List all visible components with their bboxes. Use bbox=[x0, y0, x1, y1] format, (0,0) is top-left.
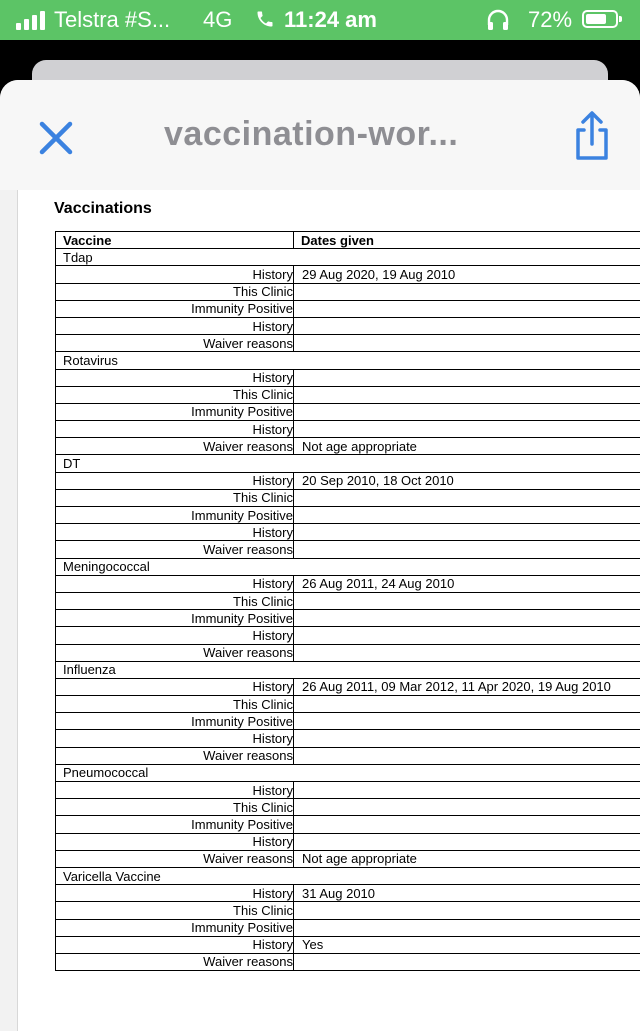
battery-fill bbox=[586, 14, 606, 24]
row-label: Waiver reasons bbox=[56, 644, 294, 661]
table-row bbox=[56, 953, 640, 970]
row-value bbox=[294, 592, 640, 609]
document-viewer-sheet bbox=[0, 80, 640, 1031]
table-row bbox=[56, 335, 640, 352]
row-value: Yes bbox=[294, 936, 640, 953]
table-row bbox=[56, 369, 640, 386]
row-value bbox=[294, 403, 640, 420]
battery-icon bbox=[582, 10, 618, 28]
table-row bbox=[56, 678, 640, 695]
row-value bbox=[294, 696, 640, 713]
table-row bbox=[56, 489, 640, 506]
row-value bbox=[294, 747, 640, 764]
table-row bbox=[56, 541, 640, 558]
row-value bbox=[294, 610, 640, 627]
viewer-nav-bar bbox=[0, 80, 640, 190]
clock-time: 11:24 am bbox=[284, 7, 377, 32]
table-row bbox=[56, 610, 640, 627]
row-value bbox=[294, 816, 640, 833]
row-label: History bbox=[56, 266, 294, 283]
table-row bbox=[56, 747, 640, 764]
phone-icon bbox=[255, 9, 275, 29]
row-label: History bbox=[56, 885, 294, 902]
row-value bbox=[294, 369, 640, 386]
vaccine-group-row bbox=[56, 455, 640, 472]
table-row bbox=[56, 283, 640, 300]
row-label: This Clinic bbox=[56, 489, 294, 506]
battery-percent: 72% bbox=[528, 7, 573, 32]
row-value bbox=[294, 317, 640, 334]
row-label: Immunity Positive bbox=[56, 610, 294, 627]
row-label: History bbox=[56, 730, 294, 747]
row-label: Waiver reasons bbox=[56, 747, 294, 764]
row-value bbox=[294, 730, 640, 747]
row-label: Immunity Positive bbox=[56, 713, 294, 730]
vaccine-group-row bbox=[56, 867, 640, 884]
table-row bbox=[56, 799, 640, 816]
table-row bbox=[56, 300, 640, 317]
table-row bbox=[56, 438, 640, 455]
row-label: This Clinic bbox=[56, 386, 294, 403]
row-value bbox=[294, 644, 640, 661]
page-edge bbox=[0, 190, 18, 1031]
table-row bbox=[56, 696, 640, 713]
table-row bbox=[56, 524, 640, 541]
vaccination-table-body bbox=[56, 249, 640, 971]
row-label: Waiver reasons bbox=[56, 541, 294, 558]
row-label: Immunity Positive bbox=[56, 816, 294, 833]
row-label: Waiver reasons bbox=[56, 438, 294, 455]
row-label: History bbox=[56, 782, 294, 799]
row-label: History bbox=[56, 627, 294, 644]
row-label: This Clinic bbox=[56, 592, 294, 609]
row-label: History bbox=[56, 575, 294, 592]
row-value bbox=[294, 335, 640, 352]
row-value bbox=[294, 782, 640, 799]
vaccine-name: Meningococcal bbox=[56, 558, 640, 575]
table-header-row bbox=[56, 232, 640, 249]
table-row bbox=[56, 730, 640, 747]
row-label: History bbox=[56, 678, 294, 695]
row-value: 26 Aug 2011, 09 Mar 2012, 11 Apr 2020, 19 Aug 2010 bbox=[294, 678, 640, 695]
table-row bbox=[56, 592, 640, 609]
row-label: Waiver reasons bbox=[56, 850, 294, 867]
table-row bbox=[56, 902, 640, 919]
row-label: This Clinic bbox=[56, 696, 294, 713]
column-header-dates-given: Dates given bbox=[294, 232, 640, 249]
vaccine-name: Pneumococcal bbox=[56, 764, 640, 781]
document-content[interactable] bbox=[0, 190, 640, 1031]
vaccine-name: Influenza bbox=[56, 661, 640, 678]
network-type: 4G bbox=[203, 7, 233, 32]
row-label: History bbox=[56, 472, 294, 489]
row-label: Immunity Positive bbox=[56, 403, 294, 420]
table-row bbox=[56, 317, 640, 334]
row-value bbox=[294, 300, 640, 317]
table-row bbox=[56, 833, 640, 850]
row-value: 20 Sep 2010, 18 Oct 2010 bbox=[294, 472, 640, 489]
table-row bbox=[56, 644, 640, 661]
status-bar bbox=[0, 0, 640, 40]
row-value bbox=[294, 713, 640, 730]
row-label: History bbox=[56, 421, 294, 438]
table-row bbox=[56, 472, 640, 489]
signal-icon bbox=[16, 10, 46, 30]
row-value bbox=[294, 919, 640, 936]
document-title: vaccination-wor... bbox=[164, 115, 459, 153]
row-value bbox=[294, 953, 640, 970]
row-value bbox=[294, 489, 640, 506]
row-value: 29 Aug 2020, 19 Aug 2010 bbox=[294, 266, 640, 283]
vaccine-group-row bbox=[56, 764, 640, 781]
vaccination-table bbox=[55, 231, 640, 971]
row-label: Immunity Positive bbox=[56, 300, 294, 317]
row-label: History bbox=[56, 833, 294, 850]
row-value bbox=[294, 507, 640, 524]
vaccine-name: DT bbox=[56, 455, 640, 472]
row-label: History bbox=[56, 936, 294, 953]
table-row bbox=[56, 782, 640, 799]
table-row bbox=[56, 421, 640, 438]
vaccine-group-row bbox=[56, 661, 640, 678]
row-value bbox=[294, 833, 640, 850]
row-value bbox=[294, 541, 640, 558]
vaccine-group-row bbox=[56, 558, 640, 575]
row-label: History bbox=[56, 369, 294, 386]
vaccine-name: Tdap bbox=[56, 249, 640, 266]
carrier-name: Telstra #S... bbox=[54, 7, 171, 32]
row-label: Immunity Positive bbox=[56, 919, 294, 936]
row-label: Waiver reasons bbox=[56, 953, 294, 970]
table-row bbox=[56, 936, 640, 953]
row-value bbox=[294, 283, 640, 300]
row-label: This Clinic bbox=[56, 799, 294, 816]
row-value bbox=[294, 799, 640, 816]
row-label: History bbox=[56, 317, 294, 334]
vaccine-group-row bbox=[56, 249, 640, 266]
row-label: Waiver reasons bbox=[56, 335, 294, 352]
table-row bbox=[56, 575, 640, 592]
row-value: 26 Aug 2011, 24 Aug 2010 bbox=[294, 575, 640, 592]
row-label: Immunity Positive bbox=[56, 507, 294, 524]
row-label: History bbox=[56, 524, 294, 541]
row-value: 31 Aug 2010 bbox=[294, 885, 640, 902]
headphones-icon bbox=[486, 9, 510, 31]
table-row bbox=[56, 919, 640, 936]
vaccine-name: Varicella Vaccine bbox=[56, 867, 640, 884]
row-value bbox=[294, 386, 640, 403]
table-row bbox=[56, 403, 640, 420]
table-row bbox=[56, 885, 640, 902]
table-row bbox=[56, 507, 640, 524]
section-title: Vaccinations bbox=[54, 200, 152, 217]
column-header-vaccine: Vaccine bbox=[56, 232, 294, 249]
table-row bbox=[56, 386, 640, 403]
vaccine-name: Rotavirus bbox=[56, 352, 640, 369]
row-value bbox=[294, 902, 640, 919]
table-row bbox=[56, 266, 640, 283]
table-row bbox=[56, 713, 640, 730]
row-value: Not age appropriate bbox=[294, 850, 640, 867]
row-value: Not age appropriate bbox=[294, 438, 640, 455]
row-value bbox=[294, 421, 640, 438]
share-icon[interactable] bbox=[570, 110, 614, 162]
table-row bbox=[56, 816, 640, 833]
row-value bbox=[294, 627, 640, 644]
table-row bbox=[56, 850, 640, 867]
row-label: This Clinic bbox=[56, 902, 294, 919]
row-label: This Clinic bbox=[56, 283, 294, 300]
vaccine-group-row bbox=[56, 352, 640, 369]
table-row bbox=[56, 627, 640, 644]
row-value bbox=[294, 524, 640, 541]
close-icon[interactable] bbox=[36, 118, 76, 158]
